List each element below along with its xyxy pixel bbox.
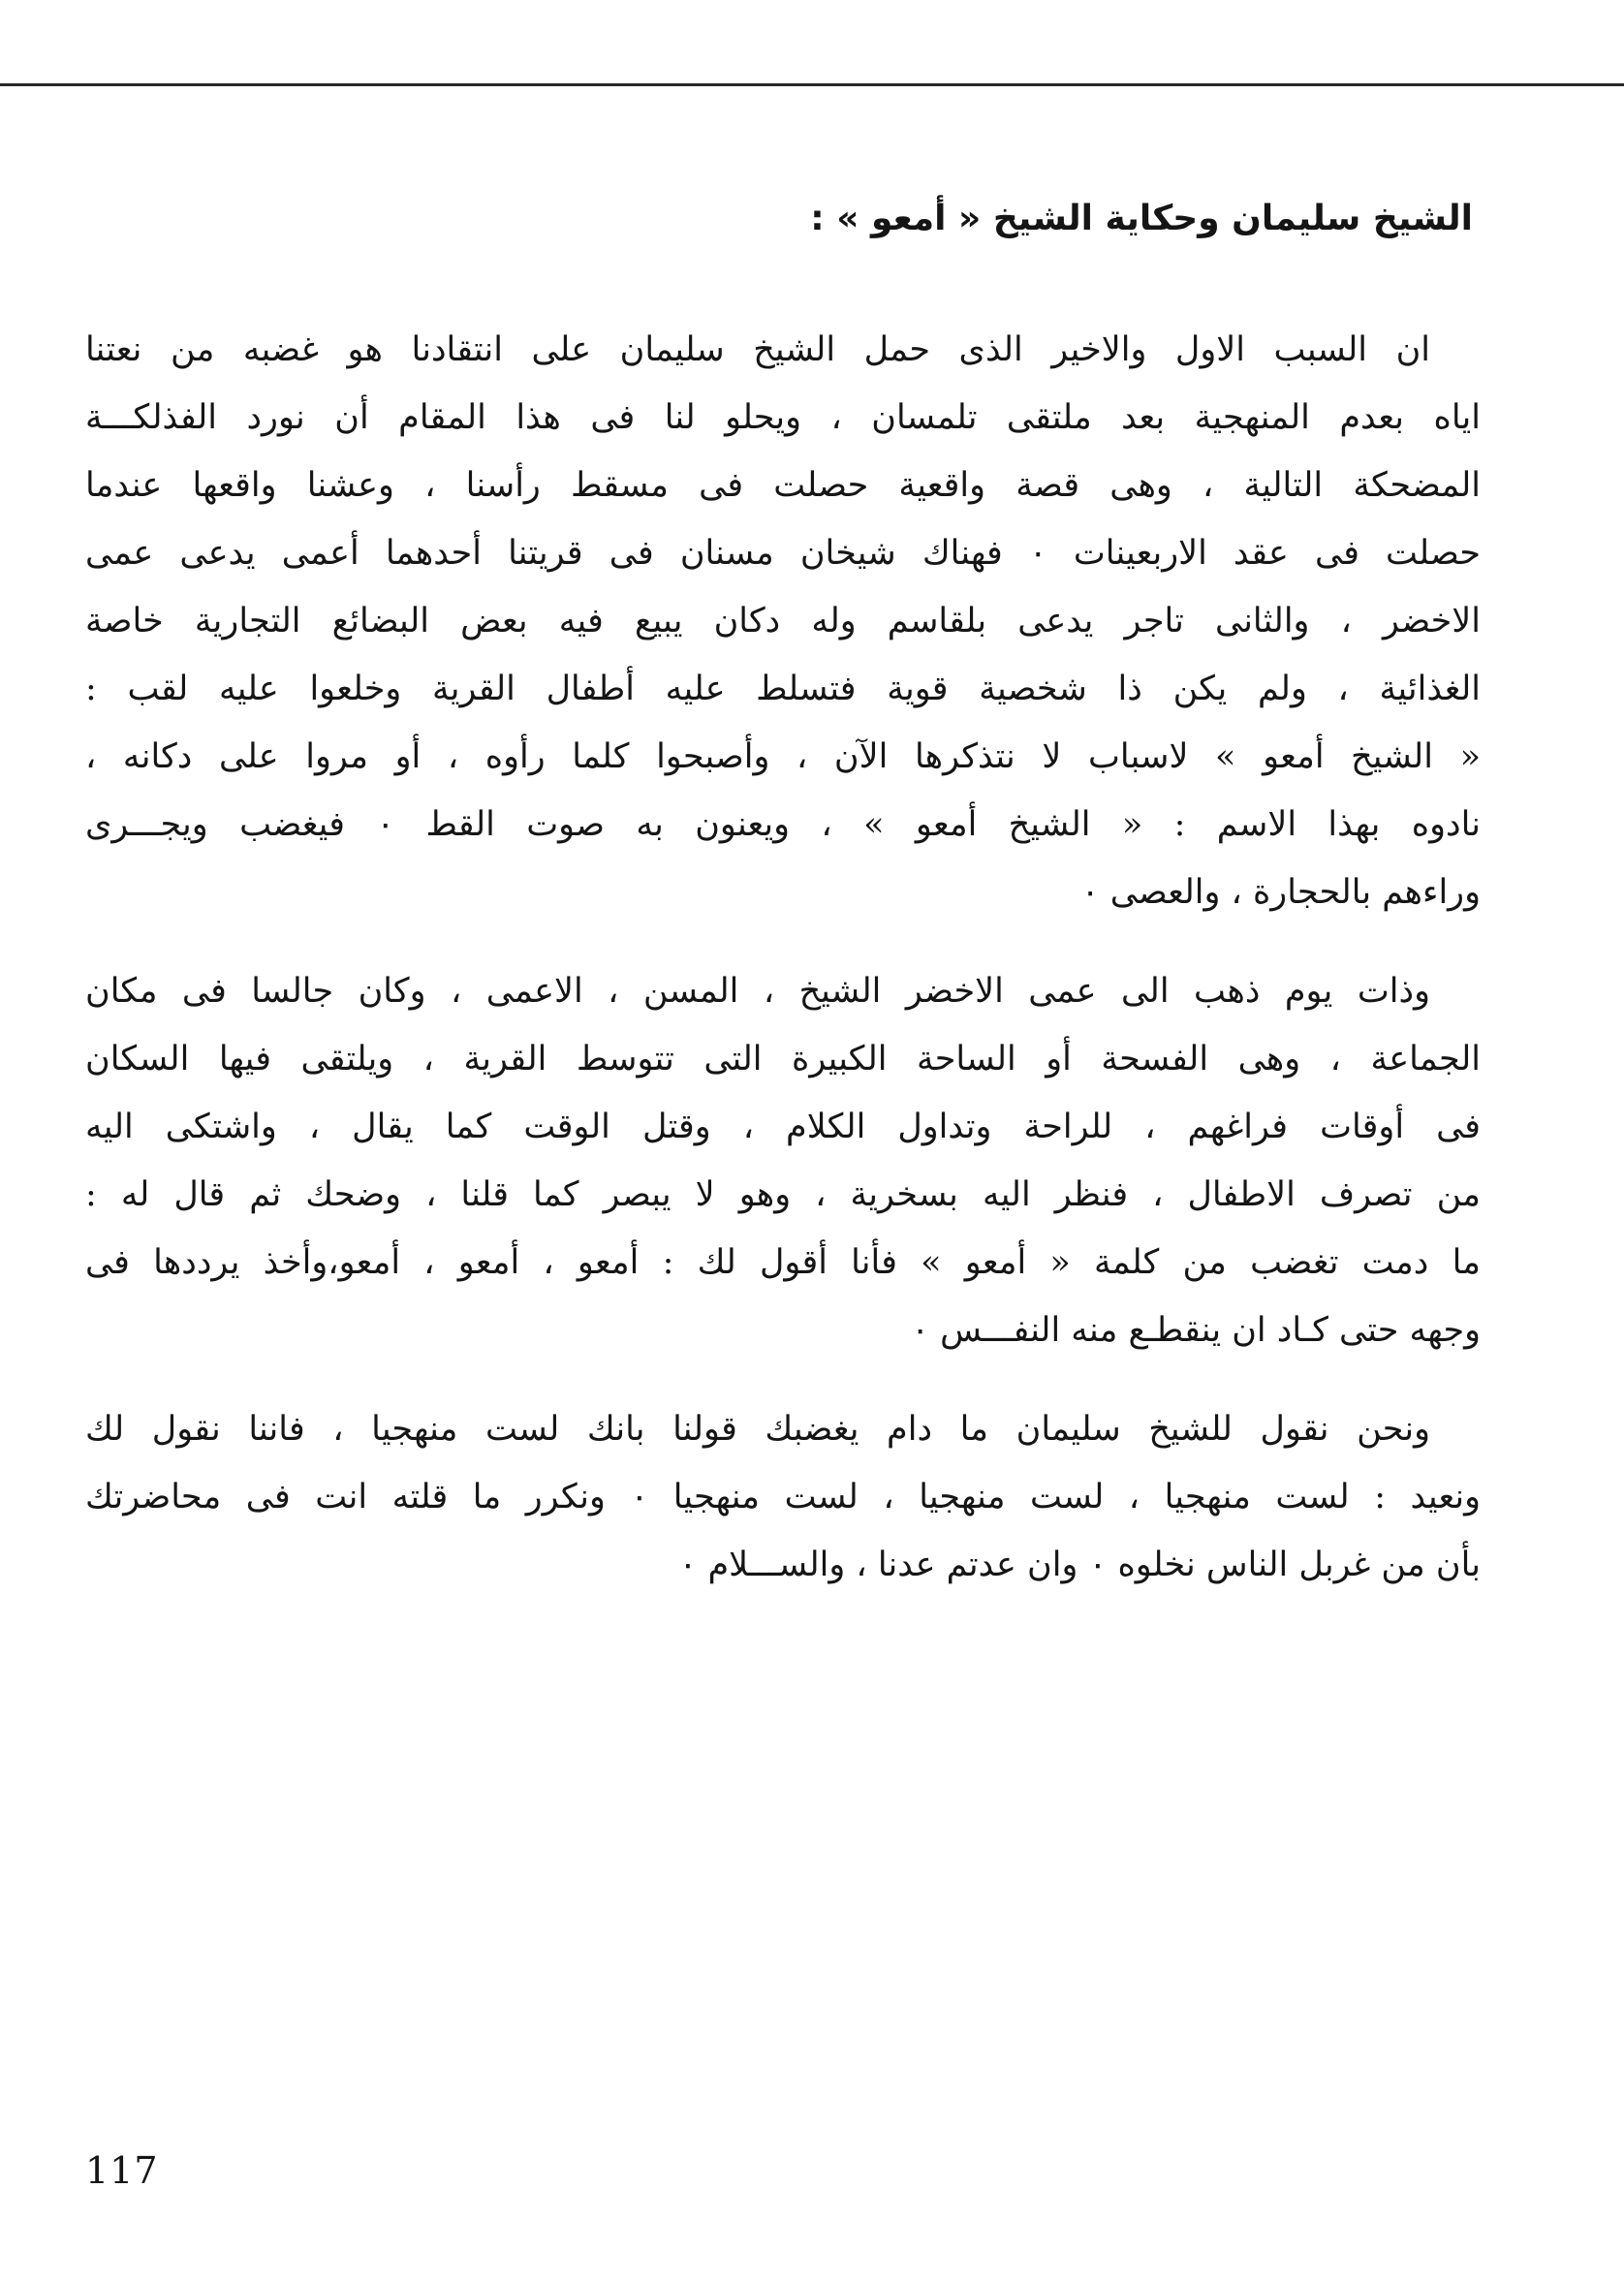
text-line: ونحن نقول للشيخ سليمان ما دام يغضبك قولنا بانك لست منهجيا ، فاننا نقول لك [85, 1410, 1430, 1449]
text-line: اياه بعدم المنهجية بعد ملتقى تلمسان ، ويحلو لنا فى هذا المقام أن نورد الفذلكـــة [85, 398, 1481, 437]
text-line: وذات يوم ذهب الى عمى الاخضر الشيخ ، المسن ، الاعمى ، وكان جالسا فى مكان [85, 972, 1430, 1011]
text-line: المضحكة التالية ، وهى قصة واقعية حصلت فى مسقط رأسنا ، وعشنا واقعها عندما [85, 466, 1481, 505]
text-line: ان السبب الاول والاخير الذى حمل الشيخ سليمان على انتقادنا هو غضبه من نعتنا [85, 330, 1430, 369]
text-line: وجهه حتى كـاد ان ينقطـع منه النفـــس ٠ [911, 1311, 1481, 1350]
text-line: فى أوقات فراغهم ، للراحة وتداول الكلام ، وقتل الوقت كما يقال ، واشتكى اليه [85, 1108, 1481, 1146]
paragraph-1 [85, 316, 1481, 926]
page-body [85, 184, 1481, 1630]
text-line: ما دمت تغضب من كلمة « أمعو » فأنا أقول لك : أمعو ، أمعو ، أمعو،وأخذ يرددها فى [85, 1243, 1481, 1282]
text-line: الاخضر ، والثانى تاجر يدعى بلقاسم وله دكان يبيع فيه بعض البضائع التجارية خاصة [85, 602, 1481, 641]
text-line: الجماعة ، وهى الفسحة أو الساحة الكبيرة التى تتوسط القرية ، ويلتقى فيها السكان [85, 1040, 1481, 1078]
text-line: بأن من غربل الناس نخلوه ٠ وان عدتم عدنا ، والســـلام ٠ [678, 1546, 1481, 1584]
text-line: من تصرف الاطفال ، فنظر اليه بسخرية ، وهو لا يبصر كما قلنا ، وضحك ثم قال له : [85, 1175, 1481, 1214]
text-line: وراءهم بالحجارة ، والعصى ٠ [1080, 873, 1481, 912]
text-line: « الشيخ أمعو » لاسباب لا نتذكرها الآن ، وأصبحوا كلما رأوه ، أو مروا على دكانه ، [85, 737, 1481, 776]
text-line: ونعيد : لست منهجيا ، لست منهجيا ، لست منهجيا ٠ ونكرر ما قلته انت فى محاضرتك [85, 1478, 1481, 1516]
section-heading: الشيخ سليمان وحكاية الشيخ « أمعو » : [810, 199, 1473, 238]
text-line: حصلت فى عقد الاربعينات ٠ فهناك شيخان مسنان فى قريتنا أحدهما أعمى يدعى عمى [85, 534, 1481, 573]
paragraph-2 [85, 957, 1481, 1364]
top-rule [0, 83, 1624, 86]
paragraph-3 [85, 1395, 1481, 1599]
text-line: الغذائية ، ولم يكن ذا شخصية قوية فتسلط عليه أطفال القرية وخلعوا عليه لقب : [85, 670, 1481, 708]
text-line: نادوه بهذا الاسم : « الشيخ أمعو » ، ويعنون به صوت القط ٠ فيغضب ويجـــرى [85, 805, 1481, 844]
page-number: 117 [85, 2149, 159, 2192]
